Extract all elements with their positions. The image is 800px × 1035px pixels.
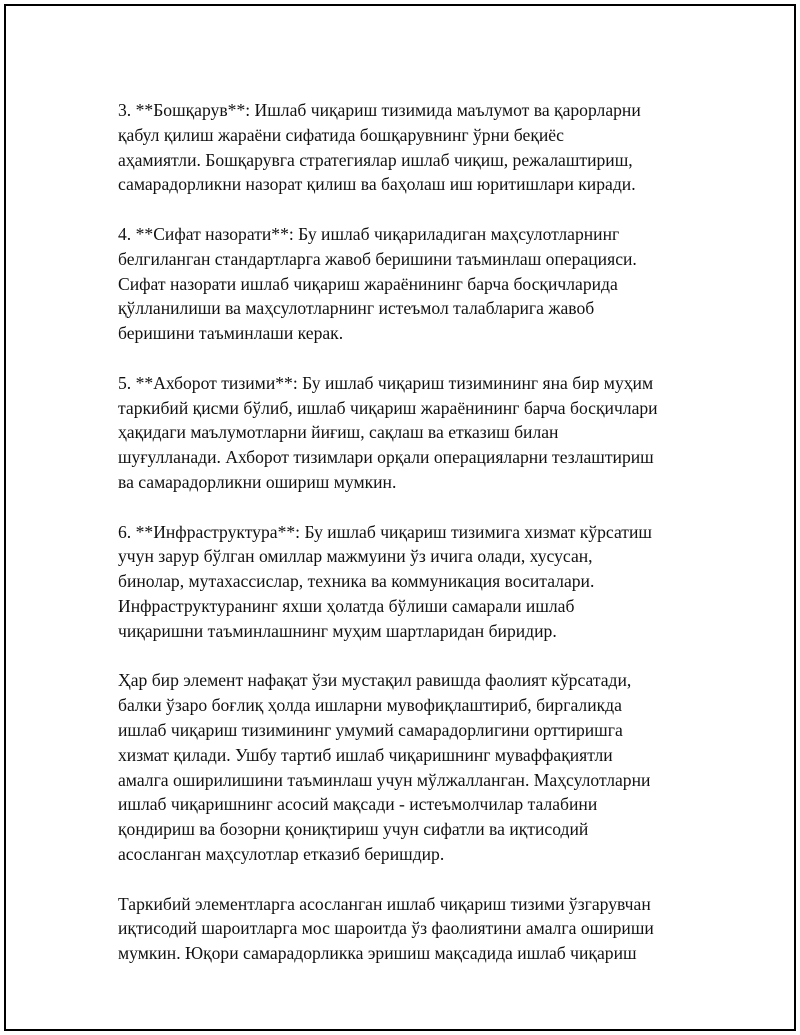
text-line: Таркибий элементларга асосланган ишлаб чиқариш тизими ўзгарувчан bbox=[118, 893, 651, 914]
text-line: мумкин. Юқори самарадорликка эришиш мақсадида ишлаб чиқариш bbox=[118, 943, 637, 964]
text-line: иқтисодий шароитларга мос шароитда ўз фаолиятини амалга ошириши bbox=[118, 918, 654, 939]
text-line: қабул қилиш жараёни сифатида бошқарувнинг ўрни беқиёс bbox=[118, 124, 564, 145]
text-line: Ҳар бир элемент нафақат ўзи мустақил равишда фаолият кўрсатади, bbox=[118, 670, 632, 691]
paragraph-information-system bbox=[118, 371, 698, 495]
text-line: ҳақидаги маълумотларни йиғиш, сақлаш ва етказиш билан bbox=[118, 422, 559, 443]
text-line: ва самарадорликни ошириш мумкин. bbox=[118, 471, 397, 492]
text-line: учун зарур бўлган омиллар мажмуини ўз ичига олади, хусусан, bbox=[118, 546, 593, 567]
text-line: 3. **Бошқарув**: Ишлаб чиқариш тизимида маълумот ва қарорларни bbox=[118, 100, 641, 120]
text-line: самарадорликни назорат қилиш ва баҳолаш иш юритишлари киради. bbox=[118, 174, 636, 195]
text-line: асосланган маҳсулотлар етказиб беришдир. bbox=[118, 843, 445, 864]
paragraph-conclusion bbox=[118, 892, 698, 966]
text-line: 4. **Сифат назорати**: Бу ишлаб чиқариладиган маҳсулотларнинг bbox=[118, 223, 620, 244]
text-line: қўлланилиши ва маҳсулотларнинг истеъмол талабларига жавоб bbox=[118, 298, 595, 319]
text-line: шуғулланади. Ахборот тизимлари орқали операцияларни тезлаштириш bbox=[118, 447, 654, 468]
text-line: амалга оширилишини таъминлаш учун мўлжалланган. Маҳсулотларни bbox=[118, 769, 651, 790]
paragraph-interaction bbox=[118, 668, 698, 866]
text-line: бинолар, мутахассислар, техника ва коммуникация воситалари. bbox=[118, 571, 595, 592]
text-line: беришини таъминлаши керак. bbox=[118, 323, 344, 344]
paragraph-management bbox=[118, 98, 698, 197]
text-line: 5. **Ахборот тизими**: Бу ишлаб чиқариш тизимининг яна бир муҳим bbox=[118, 372, 654, 393]
text-line: хизмат қилади. Ушбу тартиб ишлаб чиқаришнинг муваффақиятли bbox=[118, 744, 613, 765]
text-line: ишлаб чиқариш тизимининг умумий самарадорлигини орттиришга bbox=[118, 719, 623, 740]
text-line: балки ўзаро боғлиқ ҳолда ишларни мувофиқлаштириб, биргаликда bbox=[118, 695, 622, 716]
text-line: таркибий қисми бўлиб, ишлаб чиқариш жараёнининг барча босқичлари bbox=[118, 397, 658, 418]
text-line: чиқаришни таъминлашнинг муҳим шартларидан биридир. bbox=[118, 620, 557, 641]
text-line: белгиланган стандартларга жавоб беришини таъминлаш операцияси. bbox=[118, 248, 637, 269]
paragraph-infrastructure bbox=[118, 520, 698, 644]
text-line: Сифат назорати ишлаб чиқариш жараёнининг барча босқичларида bbox=[118, 273, 618, 294]
text-line: 6. **Инфраструктура**: Бу ишлаб чиқариш тизимига хизмат кўрсатиш bbox=[118, 521, 652, 542]
text-line: аҳамиятли. Бошқарувга стратегиялар ишлаб чиқиш, режалаштириш, bbox=[118, 149, 633, 170]
document-body bbox=[118, 98, 698, 991]
text-line: қондириш ва бозорни қониқтириш учун сифатли ва иқтисодий bbox=[118, 819, 589, 840]
text-line: Инфраструктуранинг яхши ҳолатда бўлиши самарали ишлаб bbox=[118, 595, 575, 616]
text-line: ишлаб чиқаришнинг асосий мақсади - истеъмолчилар талабини bbox=[118, 794, 598, 815]
paragraph-quality-control bbox=[118, 222, 698, 346]
page-frame bbox=[4, 4, 796, 1031]
